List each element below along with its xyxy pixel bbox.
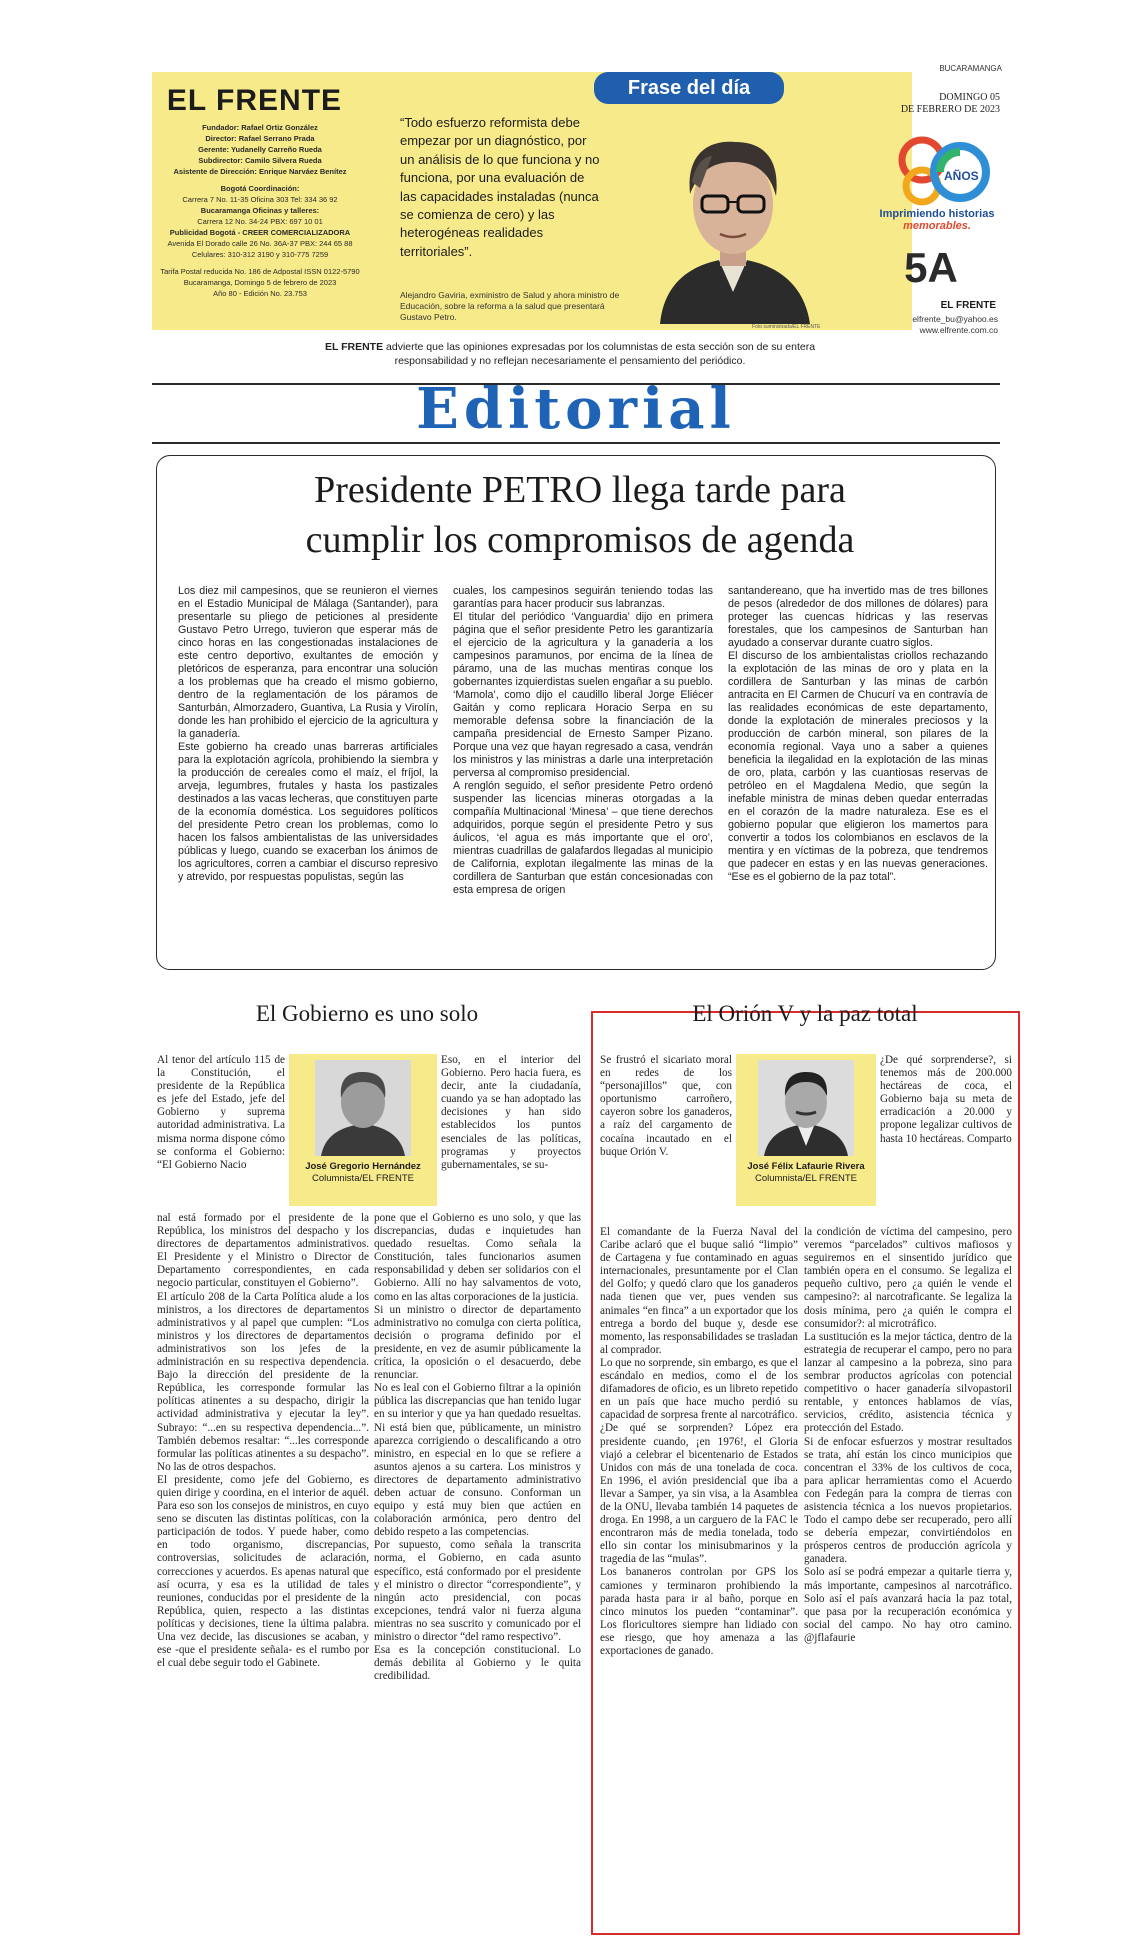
right-article-title: El Orión V y la paz total <box>692 1001 918 1026</box>
right-author-name: José Félix Lafaurie Rivera <box>747 1161 865 1172</box>
right-author-role: Columnista/EL FRENTE <box>754 1173 858 1184</box>
staff-line: Tarifa Postal reducida No. 186 de Adpostal ISSN 0122-5790 <box>160 267 360 276</box>
staff-line: Carrera 12 No. 34-24 PBX: 697 10 01 <box>197 217 323 226</box>
photo-caption: Foto suministrada/EL FRENTE <box>752 324 821 330</box>
brand-label: EL FRENTE <box>940 300 996 311</box>
paragraph: santandereano, que ha invertido mas de tres billones de pesos (alrededor de dos millones de dólares) para proteger las cuencas hídricas y las reservas forestales, que los campesinos de Santurban han ayudado a conservar durante cuatro siglos. <box>728 585 988 649</box>
editorial-headline <box>200 465 960 565</box>
disclaimer <box>310 340 830 368</box>
paragraph: El titular del periódico ‘Vanguardia’ dijo en primera página que el señor presidente Petro les garantizaría el ejercicio de la agricultura y la ganadería a los campesinos paramunos, por encima de la línea de páramo, una de las muchas mentiras conque los gobernantes izquierdistas suelen engañar a su pueblo. ‘Mamola’, como dijo el caudillo liberal Jorge Eliécer Gaitán y como replicara Horacio Serpa en su memorable defensa sobre la financiación de la campaña presidencial de Ernesto Samper Pizano. Porque una vez que hayan regresado a casa, vendrán los ministros y las ministras a darle una interpretación perversa al compromiso presidencial. <box>453 611 713 779</box>
left-author-card <box>289 1054 437 1206</box>
issue-date <box>900 92 1000 116</box>
left-article-column-1 <box>157 1212 369 1670</box>
paragraph: A renglón seguido, el señor presidente Petro ordenó suspender las licencias mineras otorgadas a la compañía Multinacional ‘Minesa’ – que tiene derechos adquiridos, porque según el presidente Petro y sus áulicos, ‘el agua es más importante que el oro’, mientras cuadrillas de galafardos llegadas al municipio de California, explotan ilegalmente las minas de la cordillera de Santurban que están concesionadas con esta empresa de origen <box>453 780 713 896</box>
staff-line: Director: Rafael Serrano Prada <box>205 134 315 143</box>
paragraph: Este gobierno ha creado unas barreras artificiales para la explotación agrícola, prohibiendo la siembra y la producción de cereales como el maíz, el fríjol, la arveja, legumbres, frutales y hasta los pastizales destinados a las vacas lecheras, que constituyen parte de la economía doméstica. Los seguidores políticos del presidente Petro crean los problemas, como lo hacen los falsos ambientalistas de las universidades públicas y luego, cuando se exacerban los ánimos de los agricultores, corren a cambiar el discurso represivo y atrevido, por respuestas populistas, según las <box>178 741 438 883</box>
staff-line: Publicidad Bogotá - CREER COMERCIALIZADORA <box>169 228 351 237</box>
paragraph: Los diez mil campesinos, que se reunieron el viernes en el Estadio Municipal de Málaga (Santander), para presentarle su pliego de peticiones al presidente Gustavo Petro Urrego, tuvieron que esperar más de cinco horas en las congestionadas instalaciones de este centro deportivo, exultantes de emoción y pletóricos de esperanza, para encontrar una solución a los problemas que ha creado el mismo gobierno, dentro de la reglamentación de los páramos de Santurbán, Almorzadero, Guantiva, La Rusia y Virolín, donde les han prohibido el ejercicio de la agricultura y la ganadería. <box>178 585 438 740</box>
right-author-photo <box>758 1060 854 1156</box>
headline-line-2: cumplir los compromisos de agenda <box>305 519 855 561</box>
left-article-col2-top: Eso, en el interior del Gobierno. Pero hacia fuera, es decir, ante la ciudadanía, cuando ya se han adoptado las decisiones y han sido establecidos los puntos esenciales de las políticas, programas y proyectos gubernamentales, se su- <box>441 1054 581 1171</box>
paragraph: Si de enfocar esfuerzos y mostrar resultados se trata, ahí están los cinco municipios que concentran el 33% de los cultivos de coca, para aplicar herramientas como el Acuerdo con Fedegán para la compra de tierras con asistencia técnica a los nuevos propietarios. Todo el campo debe ser recuperado, pero allí se debería empezar, convirtiéndolos en prósperos centros de producción agrícola y ganadera. <box>804 1435 1012 1566</box>
paragraph: El comandante de la Fuerza Naval del Caribe aclaró que el buque salió “limpio” de Cartagena y fue contaminado en aguas internacionales, presuntamente por el Clan del Golfo; y quedó claro que los ganaderos nada tienen que ver, pues venden sus animales “en finca” a un exportador que los entrega a bordo del buque y, desde ese momento, las responsabilidades se trasladan al comprador. <box>600 1226 798 1356</box>
paragraph: cuales, los campesinos seguirán teniendo todas las garantías para hacer producir sus labranzas. <box>453 585 713 610</box>
staff-line: Celulares: 310-312 3190 y 310-775 7259 <box>191 250 329 259</box>
masthead-panel <box>152 72 912 330</box>
anniversary-logo <box>888 132 992 208</box>
editorial-column-2 <box>453 585 713 897</box>
left-article-col1-top: Al tenor del artículo 115 de la Constitución, el presidente de la República es jefe del Estado, jefe del Gobierno y suprema autoridad administrativa. La misma norma dispone cómo se conforma el Gobierno: “El Gobierno Nacio <box>157 1054 285 1171</box>
headline-line-1: Presidente PETRO llega tarde para <box>314 469 846 511</box>
frase-del-dia-badge: Frase del día <box>594 72 784 104</box>
left-author-photo <box>315 1060 411 1156</box>
left-article-column-2 <box>374 1212 581 1683</box>
staff-list <box>160 122 360 299</box>
staff-line: Asistente de Dirección: Enrique Narváez Benítez <box>173 167 347 176</box>
right-article-col2-top: ¿De qué sorprenderse?, si tenemos más de 200.000 hectáreas de coca, el Gobierno baja su meta de erradicación a 20.000 y propone legalizar cultivos de hasta 10 hectáreas. Comparto <box>880 1054 1012 1145</box>
editorial-column-3 <box>728 585 988 884</box>
web-link[interactable]: www.elfrente.com.co <box>919 325 998 335</box>
date-line-1: DOMINGO 05 <box>939 92 1000 103</box>
city-label: BUCARAMANGA <box>939 64 1002 73</box>
staff-line: Gerente: Yudanelly Carreño Rueda <box>198 145 322 154</box>
anniversary-word: AÑOS <box>944 169 979 183</box>
paragraph: El presidente, como jefe del Gobierno, es quien dirige y coordina, en el interior de aquél. Para eso son los consejos de ministros, en cuyo seno se discuten las distintas políticas, con la participación de todos. Y puede haber, como en todo organismo, discrepancias, controversias, solicitudes de aclaración, correcciones y acuerdos. Es apenas natural que así ocurra, y esa es la utilidad de tales reuniones, conducidas por el presidente de la República, quien, respecto a las distintas políticas y decisiones, tiene la última palabra. Una vez decide, las discusiones se acaban, y ese -que el presidente señala- es el rumbo por el cual debe seguir todo el Gabinete. <box>157 1473 369 1670</box>
right-author-card <box>736 1054 876 1206</box>
staff-line: Bucaramanga Oficinas y talleres: <box>200 206 320 215</box>
email-link[interactable]: elfrente_bu@yahoo.es <box>912 314 998 324</box>
slogan-line-2: memorables. <box>903 220 971 232</box>
left-author-name: José Gregorio Hernández <box>305 1161 421 1172</box>
quote-text: “Todo esfuerzo reformista debe empezar por un diagnóstico, por un análisis de lo que funciona y no funciona, por una evaluación de las capacidades instaladas (nunca se comienza de cero) y las heterogéneas realidades territoriales”. <box>400 115 600 259</box>
paragraph: Si un ministro o director de departamento administrativo no comulga con cierta política, decisión o programa definido por el presidente, en vez de asumir públicamente la crítica, la oposición o el desacuerdo, debe renunciar. <box>374 1303 581 1382</box>
right-article-column-1 <box>600 1226 798 1658</box>
slogan <box>876 208 998 232</box>
newspaper-logo: EL FRENTE <box>166 84 343 117</box>
paragraph: No es leal con el Gobierno filtrar a la opinión pública las discrepancias que han tenido lugar en su interior y que ya han quedado resueltas. Ni está bien que, públicamente, un ministro aparezca corrigiendo o descalificando a otro ministro, en especial en lo que se refiere a asuntos ajenos a su cartera. Los ministros y directores de departamento administrativo deben actuar de consuno. Conforman un equipo y está muy bien que actúen en colaboración armónica, pero dentro del debido respeto a las competencias. <box>374 1382 581 1539</box>
staff-line: Avenida El Dorado calle 26 No. 36A-37 PBX: 244 65 88 <box>167 239 353 248</box>
paragraph: Esa es la concepción constitucional. Lo demás debilita al Gobierno y le quita credibilidad. <box>374 1644 581 1683</box>
left-author-role: Columnista/EL FRENTE <box>311 1173 415 1184</box>
paragraph: pone que el Gobierno es uno solo, y que las discrepancias, dudas e inquietudes han quedado resueltas. Como señala la Constitución, tales funcionarios asumen responsabilidad y deben ser solidarios con el Gobierno. Allí no hay salvamentos de voto, como en las altas corporaciones de la justicia. <box>374 1212 581 1303</box>
staff-line: Subdirector: Camilo Silvera Rueda <box>198 156 322 165</box>
section-title: Editorial <box>416 376 736 442</box>
paragraph: Solo así se podrá empezar a quitarle tierra y, más importante, campesinos al narcotráfico. Solo así el país avanzará hacia la paz total, que pasa por la recuperación económica y social del campo. No hay otro camino. @jflafaurie <box>804 1566 1012 1644</box>
right-article-column-2 <box>804 1226 1012 1645</box>
paragraph: nal está formado por el presidente de la República, los ministros del despacho y los directores de departamentos administrativos. El Presidente y el Ministro o Director de Departamento correspondientes, en cada negocio particular, constituyen el Gobierno”. <box>157 1212 369 1290</box>
staff-line: Bogotá Coordinación: <box>220 184 300 193</box>
paragraph: Lo que no sorprende, sin embargo, es que el escándalo en medios, como el de los difamadores de oficio, es un libreto repetido en un país que hace mucho perdió su capacidad de sorpresa frente al narcotráfico. <box>600 1356 798 1422</box>
paragraph: la condición de víctima del campesino, pero veremos “parcelados” cultivos mafiosos y seguiremos en el sinsentido jurídico que también opera en el consumo. Se legaliza el pequeño cultivo, pero ¿a quién le vende el campesino?: al narcotraficante. Se legaliza la dosis mínima, pero ¿a quién le compra el consumidor?: al microtráfico. <box>804 1226 1012 1330</box>
paragraph: El discurso de los ambientalistas criollos rechazando la explotación de las minas de oro y plata en la cordillera de Santurban y las minas de carbón antracita en El Carmen de Chucurí va en contravía de las realidades económicas de este departamento, donde la explotación de minerales preciosos y la producción de carbón mineral, son pilares de la economía regional. Vaya uno a saber a quienes beneficia la ilegalidad en la explotación de las minas de oro, plata, carbón y las cuantiosas reservas de petróleo en el Magdalena Medio, que según la inefable ministra de minas deben quedar enterradas en el corazón de la madre naturaleza. Ese es el gobierno popular que eligieron los mamertos para convertir a todos los colombianos en esclavos de la mentira y en víctimas de la pobreza, que tendremos que padecer en estas y en las nuevas generaciones. “Ese es el gobierno de la paz total”. <box>728 650 988 883</box>
paragraph: La sustitución es la mejor táctica, dentro de la estrategia de recuperar el campo, pero no para lanzar al campesino a la pobreza, sino para sembrar productos agrícolas con potencial competitivo o hacer ganadería silvopastoril rentable, y entonces hablamos de vías, servicios, crédito, asistencia técnica y protección del Estado. <box>804 1330 1012 1435</box>
paragraph: Los bananeros controlan por GPS los camiones y terminaron prohibiendo la parada hasta para ir al baño, porque en cinco minutos los pueden “contaminar”. Los floricultores siempre han lidiado con ese riesgo, que hoy amenaza a las exportaciones de ganado. <box>600 1566 798 1657</box>
left-article-title: El Gobierno es uno solo <box>255 1001 479 1026</box>
contact-info <box>880 314 998 336</box>
author-photo <box>640 112 826 324</box>
staff-line: Carrera 7 No. 11-35 Oficina 303 Tel: 334 36 92 <box>182 195 338 204</box>
page-number: 5A <box>904 244 958 291</box>
staff-line: Bucaramanga, Domingo 5 de febrero de 2023 <box>183 278 337 287</box>
slogan-line-1: Imprimiendo historias <box>879 208 995 220</box>
date-line-2: DE FEBRERO DE 2023 <box>900 104 1000 115</box>
portrait-illustration <box>640 112 826 324</box>
quote-author: Alejandro Gaviria, exministro de Salud y ahora ministro de Educación, sobre la reforma a la salud que presentará Gustavo Petro. <box>400 290 620 322</box>
anniversary-icon <box>888 132 992 208</box>
editorial-rule-bottom <box>152 442 1000 444</box>
paragraph: ¿De qué se sorprenden? López era presidente cuando, ¡en 1976!, el Gloria viajó a celebrar el bicentenario de Estados Unidos con más de una tonelada de coca. En 1996, el avión presidencial que iba a llevar a Samper, ya sin visa, a la Asamblea de la ONU, llevaba también 14 paquetes de droga. En 1998, a un carguero de la FAC le encontraron más de media tonelada, todo ello sin contar los minisubmarinos y la tragedia de las “mulas”. <box>600 1422 798 1566</box>
right-article-col1-top: Se frustró el sicariato moral en redes de los “personajillos” que, con oportunismo carroñero, cayeron sobre los ganaderos, a raíz del cargamento de cocaína incautado en el buque Orión V. <box>600 1054 732 1158</box>
disclaimer-brand: EL FRENTE <box>324 341 384 353</box>
paragraph: El artículo 208 de la Carta Política alude a los ministros, a los directores de departamentos administrativos y al papel que cumplen: “Los ministros y los directores de departamentos administrativos son los jefes de la administración en su respectiva dependencia. Bajo la dirección del presidente de la República, les corresponde formular las políticas atinentes a su despacho, dirigir la actividad administrativa y ejecutar la ley”. Subrayo: “...en su respectiva dependencia...”. También debemos resaltar: “...les corresponde formular las políticas atinentes a su despacho”. No las de otros despachos. <box>157 1290 369 1473</box>
disclaimer-text: advierte que las opiniones expresadas por los columnistas de esta sección son de su entera responsabilidad y no reflejan necesariamente el pensamiento del periódico. <box>383 341 816 367</box>
staff-line: Año 80 - Edición No. 23.753 <box>213 289 307 298</box>
paragraph: Por supuesto, como señala la transcrita norma, el Gobierno, en cada asunto específico, está conformado por el presidente y el ministro o director “correspondiente”, y ningún acto presidencial, con pocas excepciones, tendrá valor ni fuerza alguna mientras no sea suscrito y comunicado por el ministro o director “del ramo respectivo”. <box>374 1539 581 1643</box>
staff-line: Fundador: Rafael Ortiz González <box>202 123 318 132</box>
editorial-column-1 <box>178 585 438 884</box>
